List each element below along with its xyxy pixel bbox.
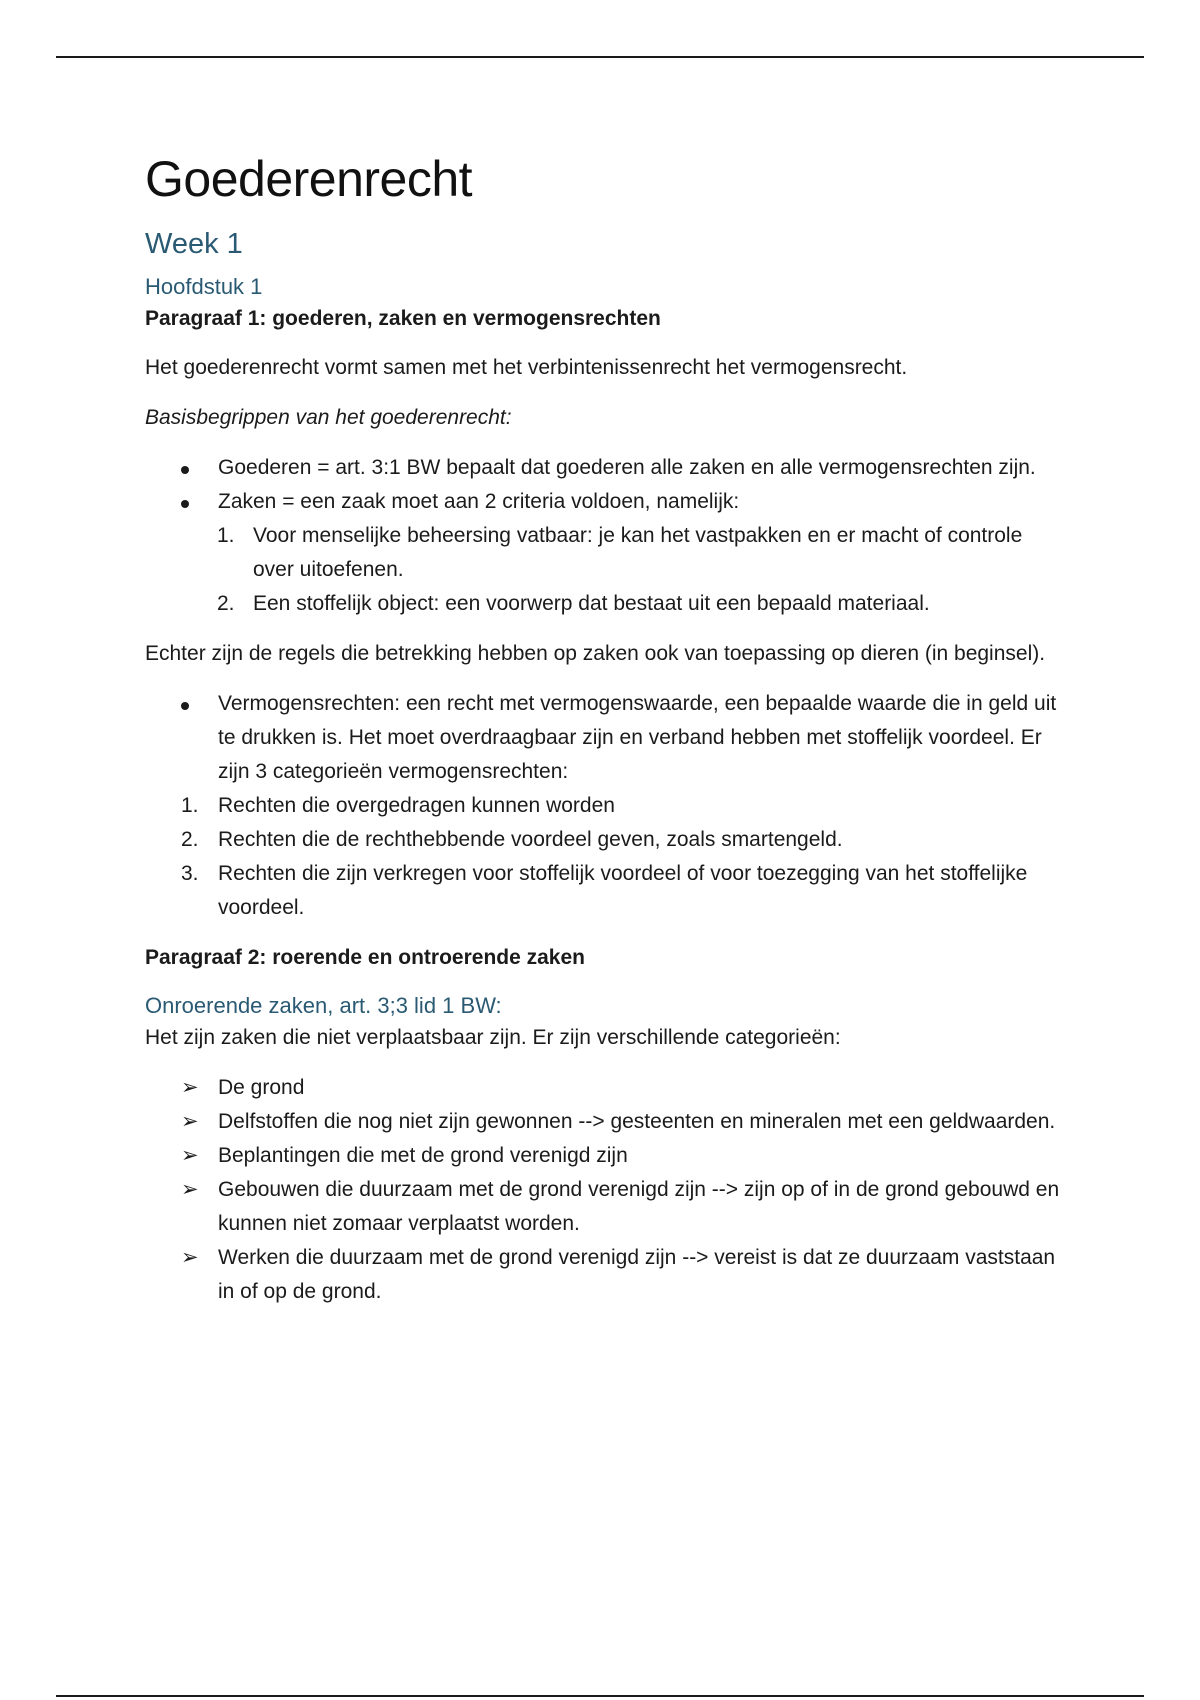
list-number: 2. — [181, 828, 199, 851]
list-item — [145, 485, 1065, 519]
list-item — [145, 687, 1065, 789]
bullet-icon — [181, 451, 189, 485]
bullet-text-goederen: Goederen = art. 3:1 BW bepaalt dat goederen alle zaken en alle vermogensrechten zijn. — [218, 456, 1036, 479]
list-item — [145, 1173, 1065, 1241]
bullet-text-zaken: Zaken = een zaak moet aan 2 criteria voldoen, namelijk: — [218, 490, 740, 513]
item-text: Beplantingen die met de grond verenigd zijn — [218, 1144, 628, 1167]
basics-bullet-list — [145, 451, 1065, 519]
list-number: 3. — [181, 862, 199, 885]
section1-intro: Het goederenrecht vormt samen met het verbintenissenrecht het vermogensrecht. — [145, 356, 908, 379]
list-number: 2. — [217, 592, 235, 615]
bullet-icon — [181, 485, 189, 519]
item-text: Gebouwen die duurzaam met de grond verenigd zijn --> zijn op of in de grond gebouwd en kunnen niet zomaar verplaatst worden. — [218, 1178, 1060, 1235]
list-item — [145, 857, 1065, 925]
item-text: Werken die duurzaam met de grond verenigd zijn --> vereist is dat ze duurzaam vaststaan in of op de grond. — [218, 1246, 1056, 1303]
list-item — [145, 1241, 1065, 1309]
document-page — [145, 148, 1065, 1309]
list-item — [145, 1071, 1065, 1105]
arrow-bullet-icon: ➢ — [181, 1144, 199, 1167]
section1-heading: Paragraaf 1: goederen, zaken en vermogensrechten — [145, 307, 661, 330]
list-number: 1. — [181, 794, 199, 817]
bullet-text-vermogensrechten: Vermogensrechten: een recht met vermogenswaarde, een bepaalde waarde die in geld uit te drukken is. Het moet overdraagbaar zijn en verband hebben met stoffelijk voordeel. Er zijn 3 categorieën vermogensrechten: — [218, 692, 1057, 783]
basics-label: Basisbegrippen van het goederenrecht: — [145, 406, 512, 429]
arrow-bullet-icon: ➢ — [181, 1110, 199, 1133]
item-text: Delfstoffen die nog niet zijn gewonnen --> gesteenten en mineralen met een geldwaarden. — [218, 1110, 1056, 1133]
section2-subheading: Onroerende zaken, art. 3;3 lid 1 BW: — [145, 993, 502, 1018]
onroerende-zaken-list — [145, 1071, 1065, 1309]
category-text: Rechten die zijn verkregen voor stoffelijk voordeel of voor toezegging van het stoffelijke voordeel. — [218, 862, 1028, 919]
document-title: Goederenrecht — [145, 151, 473, 207]
rights-bullet-list — [145, 687, 1065, 789]
animals-note: Echter zijn de regels die betrekking hebben op zaken ook van toepassing op dieren (in beginsel). — [145, 642, 1046, 665]
section2-intro: Het zijn zaken die niet verplaatsbaar zijn. Er zijn verschillende categorieën: — [145, 1026, 841, 1049]
item-text: De grond — [218, 1076, 305, 1099]
list-item — [145, 1105, 1065, 1139]
bullet-icon — [181, 687, 189, 721]
footer-rule — [56, 1695, 1144, 1697]
list-item — [145, 1139, 1065, 1173]
category-text: Rechten die overgedragen kunnen worden — [218, 794, 615, 817]
list-item — [145, 451, 1065, 485]
category-text: Rechten die de rechthebbende voordeel geven, zoals smartengeld. — [218, 828, 843, 851]
arrow-bullet-icon: ➢ — [181, 1178, 199, 1201]
arrow-bullet-icon: ➢ — [181, 1246, 199, 1269]
list-number: 1. — [217, 524, 235, 547]
list-item — [145, 587, 1065, 621]
zaken-criteria-list — [145, 519, 1065, 621]
chapter-heading: Hoofdstuk 1 — [145, 274, 263, 299]
arrow-bullet-icon: ➢ — [181, 1076, 199, 1099]
header-rule — [56, 56, 1144, 58]
criteria-text: Voor menselijke beheersing vatbaar: je kan het vastpakken en er macht of controle over uitoefenen. — [253, 524, 1023, 581]
list-item — [145, 519, 1065, 587]
section2-heading: Paragraaf 2: roerende en ontroerende zaken — [145, 946, 585, 969]
criteria-text: Een stoffelijk object: een voorwerp dat bestaat uit een bepaald materiaal. — [253, 592, 930, 615]
rights-category-list — [145, 789, 1065, 925]
week-heading: Week 1 — [145, 228, 243, 260]
list-item — [145, 823, 1065, 857]
list-item — [145, 789, 1065, 823]
